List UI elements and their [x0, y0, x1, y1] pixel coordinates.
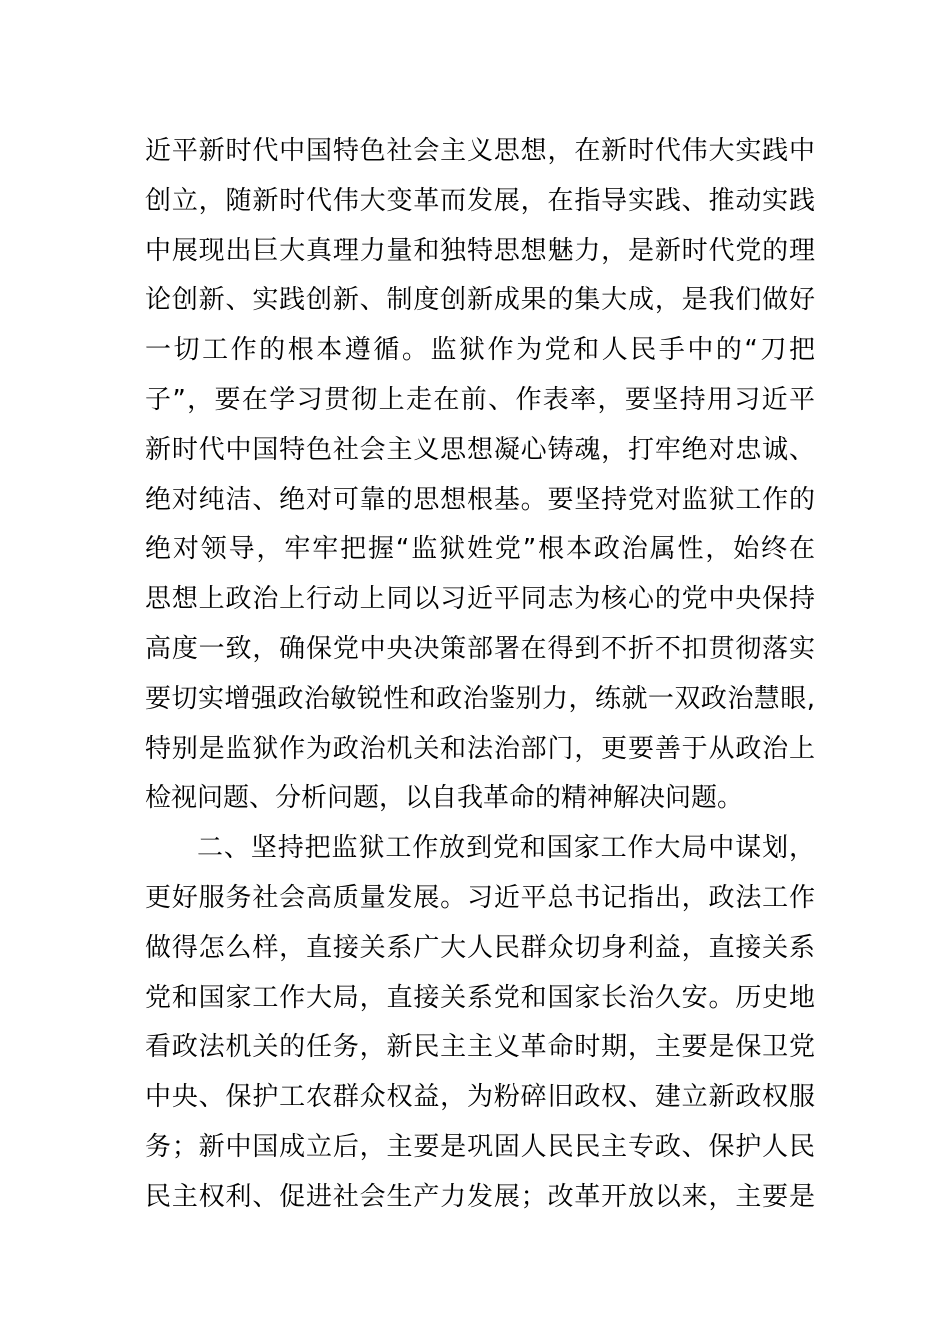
text-line: 创立，随新时代伟大变革而发展，在指导实践、推动实践	[145, 185, 815, 216]
text-line: 务；新中国成立后，主要是巩固人民民主专政、保护人民	[145, 1131, 815, 1162]
text-line: 绝对领导，牢牢把握“监狱姓党”根本政治属性，始终在	[145, 534, 815, 565]
text-line: 新时代中国特色社会主义思想凝心铸魂，打牢绝对忠诚、	[145, 434, 815, 465]
text-line: 论创新、实践创新、制度创新成果的集大成，是我们做好	[145, 285, 815, 316]
text-line: 中展现出巨大真理力量和独特思想魅力，是新时代党的理	[145, 235, 815, 266]
text-line: 一切工作的根本遵循。监狱作为党和人民手中的“刀把	[145, 335, 815, 366]
text-line: 检视问题、分析问题，以自我革命的精神解决问题。	[145, 783, 744, 814]
text-line: 特别是监狱作为政治机关和法治部门，更要善于从政治上	[145, 733, 815, 764]
text-line: 绝对纯洁、绝对可靠的思想根基。要坚持党对监狱工作的	[145, 484, 815, 515]
text-line: 近平新时代中国特色社会主义思想，在新时代伟大实践中	[145, 136, 815, 166]
text-line: 中央、保护工农群众权益，为粉碎旧政权、建立新政权服	[145, 1082, 815, 1113]
text-line: 民主权利、促进社会生产力发展；改革开放以来，主要是	[145, 1181, 815, 1212]
text-line: 高度一致，确保党中央决策部署在得到不折不扣贯彻落实	[145, 633, 815, 664]
text-line: 要切实增强政治敏锐性和政治鉴别力，练就一双政治慧眼,	[145, 683, 815, 714]
text-line: 做得怎么样，直接关系广大人民群众切身利益，直接关系	[145, 932, 815, 963]
text-line: 党和国家工作大局，直接关系党和国家长治久安。历史地	[145, 982, 815, 1013]
body-text	[145, 127, 815, 1223]
text-line: 看政法机关的任务，新民主主义革命时期，主要是保卫党	[145, 1032, 815, 1063]
text-line: 思想上政治上行动上同以习近平同志为核心的党中央保持	[145, 584, 815, 615]
section-heading-line: 二、坚持把监狱工作放到党和国家工作大局中谋划，	[197, 833, 815, 864]
text-line: 更好服务社会高质量发展。习近平总书记指出，政法工作	[145, 882, 815, 913]
text-line: 子”，要在学习贯彻上走在前、作表率，要坚持用习近平	[145, 384, 815, 415]
